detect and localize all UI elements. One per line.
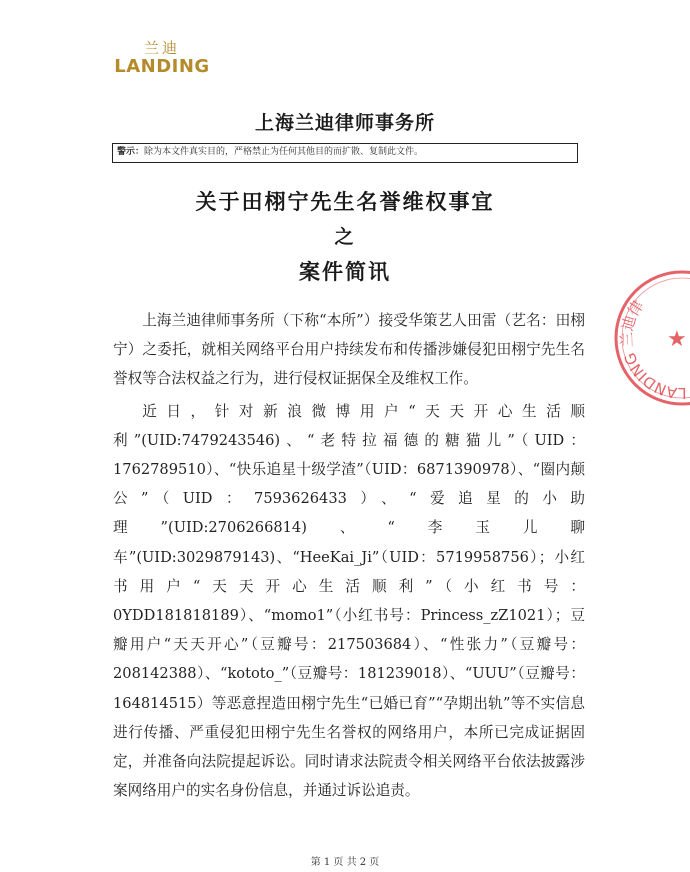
firm-logo [112,40,212,78]
logo-chinese-text: 兰迪 [143,39,180,57]
document-body [113,306,585,808]
seal-star-icon: ★ [667,327,687,352]
seal-text: LANDING 兰迪律 [617,296,687,403]
logo-english-text: LANDING [114,56,210,77]
official-seal-stamp [612,268,690,408]
notice-text: 除为本文件真实目的，严格禁止为任何其他目的而扩散、复制此文件。 [144,147,424,157]
confidentiality-notice [112,143,578,163]
notice-label: 警示： [117,147,145,157]
document-title-line1: 关于田栩宁先生名誉维权事宜 [195,189,495,214]
document-title-line2: 之 [334,226,356,248]
firm-name-heading: 上海兰迪律师事务所 [254,112,435,134]
page-number: 第 1 页 共 2 页 [310,857,380,868]
body-paragraph-1: 上海兰迪律师事务所（下称“本所”）接受华策艺人田雷（艺名：田栩宁）之委托，就相关网络平台用户持续发布和传播涉嫌侵犯田栩宁先生名誉权等合法权益之行为，进行侵权证据保全及维权工作。 [113,312,585,388]
body-paragraph-2: 近日，针对新浪微博用户“天天开心生活顺利”(UID:7479243546)、“老特拉福德的糖猫儿”（UID：1762789510）、“快乐追星十级学渣”（UID：6871390978）、“圈内颠公”（UID：7593626433）、“爱追星的小助理”(UID:2706266814)、“李玉儿聊车”(UID:3029879143)、“HeeKai_Ji”（UID：5719958756）；小红书用户“天天开心生活顺利”（小红书号：0YDD181818189）、“momo1”（小红书号：Princess_zZ1021）；豆瓣用户“天天开心”（豆瓣号：217503684）、“性张力”（豆瓣号：208142388）、“kototo_”（豆瓣号：181239018）、“UUU”（豆瓣号：164814515）等恶意捏造田栩宁先生“已婚已育”“孕期出轨”等不实信息进行传播、严重侵犯田栩宁先生名誉权的网络用户，本所已完成证据固定，并准备向法院提起诉讼。同时请求法院责令相关网络平台依法披露涉案网络用户的实名身份信息，并通过诉讼追责。 [113,402,585,800]
document-title-line3: 案件简讯 [299,259,391,284]
